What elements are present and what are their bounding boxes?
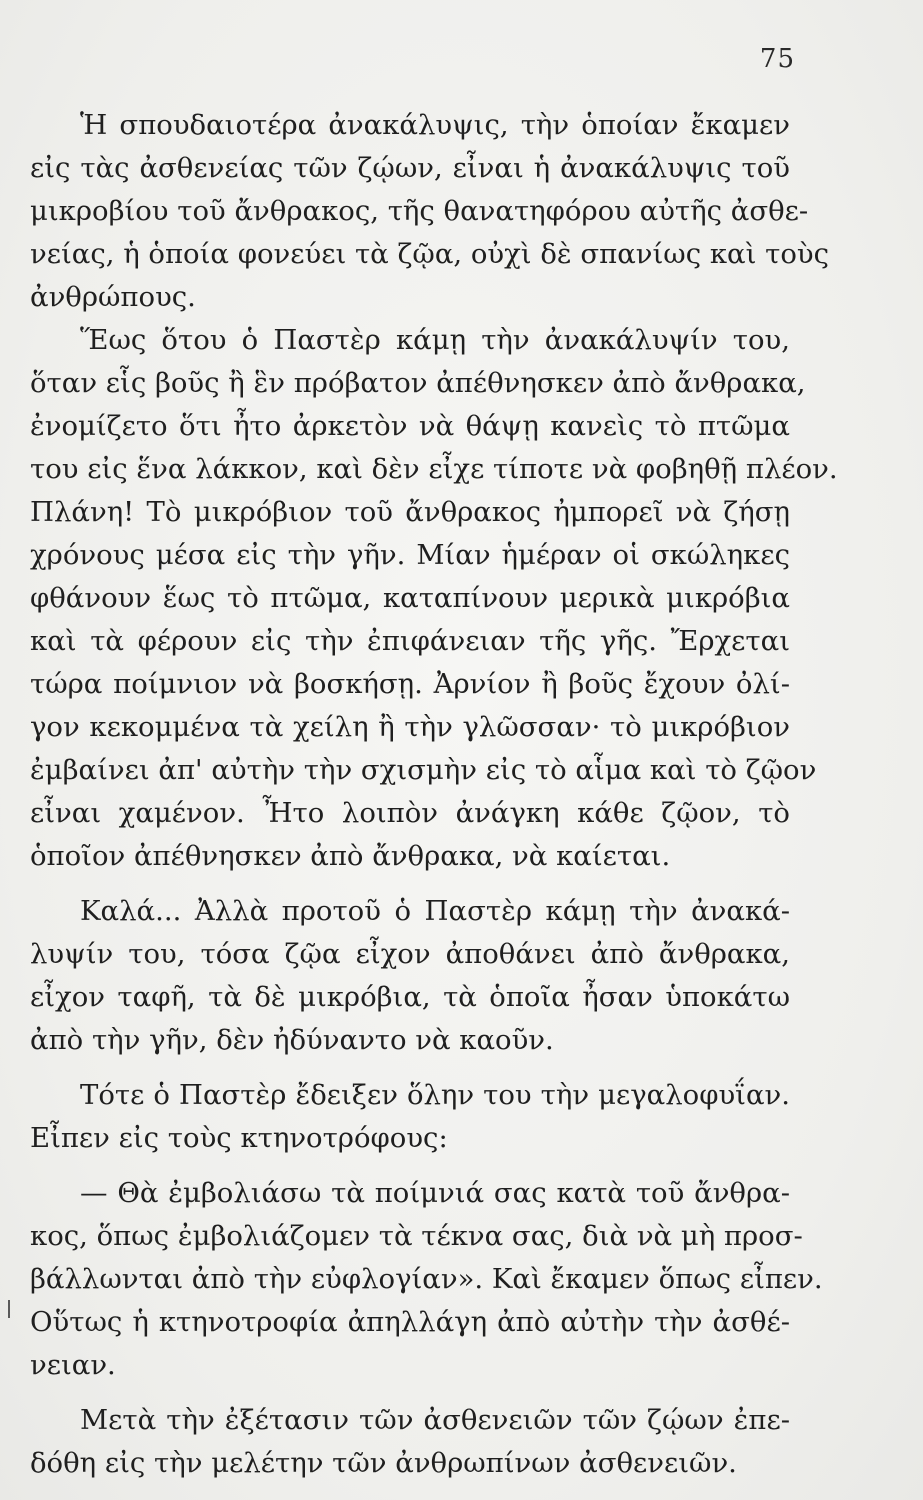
paragraph-gap xyxy=(30,878,790,890)
text-line: ἐμβαίνει ἀπ' αὐτὴν τὴν σχισμὴν εἰς τὸ αἷμα καὶ τὸ ζῷον xyxy=(30,754,817,786)
text-line: φθάνουν ἕως τὸ πτῶμα, καταπίνουν μερικὰ μικρόβια xyxy=(30,582,790,614)
text-line: ἀπὸ τὴν γῆν, δὲν ἠδύναντο νὰ καοῦν. xyxy=(30,1024,554,1056)
text-line: γον κεκομμένα τὰ χείλη ἢ τὴν γλῶσσαν· τὸ μικρόβιον xyxy=(30,711,790,743)
text-line: νειαν. xyxy=(30,1349,116,1381)
paragraph-gap xyxy=(30,1062,790,1074)
text-line: Οὕτως ἡ κτηνοτροφία ἀπηλλάγη ἀπὸ αὐτὴν τὴν ἀσθέ- xyxy=(30,1306,790,1338)
text-line: νείας, ἡ ὁποία φονεύει τὰ ζῷα, οὐχὶ δὲ σπανίως καὶ τοὺς xyxy=(30,238,830,270)
text-line: Ἡ σπουδαιοτέρα ἀνακάλυψις, τὴν ὁποίαν ἔκαμεν xyxy=(80,109,790,141)
text-line: δόθη εἰς τὴν μελέτην τῶν ἀνθρωπίνων ἀσθενειῶν. xyxy=(30,1447,737,1479)
text-line: — Θὰ ἐμβολιάσω τὰ ποίμνιά σας κατὰ τοῦ ἄνθρα- xyxy=(80,1177,790,1209)
text-line: εἶναι χαμένον. Ἦτο λοιπὸν ἀνάγκη κάθε ζῷον, τὸ xyxy=(30,797,790,829)
text-line: κος, ὅπως ἐμβολιάζομεν τὰ τέκνα σας, διὰ νὰ μὴ προσ- xyxy=(30,1220,803,1252)
text-line: τώρα ποίμνιον νὰ βοσκήσῃ. Ἀρνίον ἢ βοῦς ἔχουν ὀλί- xyxy=(30,668,790,700)
text-line: βάλλωνται ἀπὸ τὴν εὐφλογίαν». Καὶ ἔκαμεν ὅπως εἶπεν. xyxy=(30,1263,823,1295)
text-line: καὶ τὰ φέρουν εἰς τὴν ἐπιφάνειαν τῆς γῆς. Ἔρχεται xyxy=(30,625,790,657)
paragraph xyxy=(30,890,790,1062)
text-line: λυψίν του, τόσα ζῷα εἶχον ἀποθάνει ἀπὸ ἄνθρακα, xyxy=(30,938,790,970)
text-line: του εἰς ἕνα λάκκον, καὶ δὲν εἶχε τίποτε νὰ φοβηθῇ πλέον. xyxy=(30,453,838,485)
paragraph xyxy=(30,104,830,319)
page-number: 75 xyxy=(759,44,795,74)
text-line: Μετὰ τὴν ἐξέτασιν τῶν ἀσθενειῶν τῶν ζῴων ἐπε- xyxy=(80,1404,790,1436)
paragraph xyxy=(30,1074,790,1160)
text-line: Εἶπεν εἰς τοὺς κτηνοτρόφους: xyxy=(30,1122,448,1154)
margin-mark xyxy=(8,1300,10,1318)
paragraph xyxy=(30,1399,790,1485)
text-line: εἶχον ταφῆ, τὰ δὲ μικρόβια, τὰ ὁποῖα ἦσαν ὑποκάτω xyxy=(30,981,790,1013)
text-line: χρόνους μέσα εἰς τὴν γῆν. Μίαν ἡμέραν οἱ σκώληκες xyxy=(30,539,790,571)
text-line: Τότε ὁ Παστὲρ ἔδειξεν ὅλην του τὴν μεγαλοφυΐαν. xyxy=(80,1079,790,1111)
text-line: μικροβίου τοῦ ἄνθρακος, τῆς θανατηφόρου αὐτῆς ἀσθε- xyxy=(30,195,809,227)
text-line: ἀνθρώπους. xyxy=(30,281,196,313)
paragraph xyxy=(30,1172,823,1387)
body-text xyxy=(30,104,838,1485)
text-line: Πλάνη! Τὸ μικρόβιον τοῦ ἄνθρακος ἠμπορεῖ νὰ ζήσῃ xyxy=(30,496,790,528)
paragraph xyxy=(30,319,838,878)
text-line: ὅταν εἷς βοῦς ἢ ἓν πρόβατον ἀπέθνησκεν ἀπὸ ἄνθρακα, xyxy=(30,367,806,399)
text-line: Ἕως ὅτου ὁ Παστὲρ κάμῃ τὴν ἀνακάλυψίν του, xyxy=(80,324,790,356)
text-line: ὁποῖον ἀπέθνησκεν ἀπὸ ἄνθρακα, νὰ καίεται. xyxy=(30,840,671,872)
text-line: Καλά... Ἀλλὰ προτοῦ ὁ Παστὲρ κάμῃ τὴν ἀνακά- xyxy=(80,895,790,927)
paragraph-gap xyxy=(30,1160,790,1172)
text-line: ἐνομίζετο ὅτι ἦτο ἀρκετὸν νὰ θάψῃ κανεὶς τὸ πτῶμα xyxy=(30,410,790,442)
paragraph-gap xyxy=(30,1387,790,1399)
text-line: εἰς τὰς ἀσθενείας τῶν ζῴων, εἶναι ἡ ἀνακάλυψις τοῦ xyxy=(30,152,790,184)
